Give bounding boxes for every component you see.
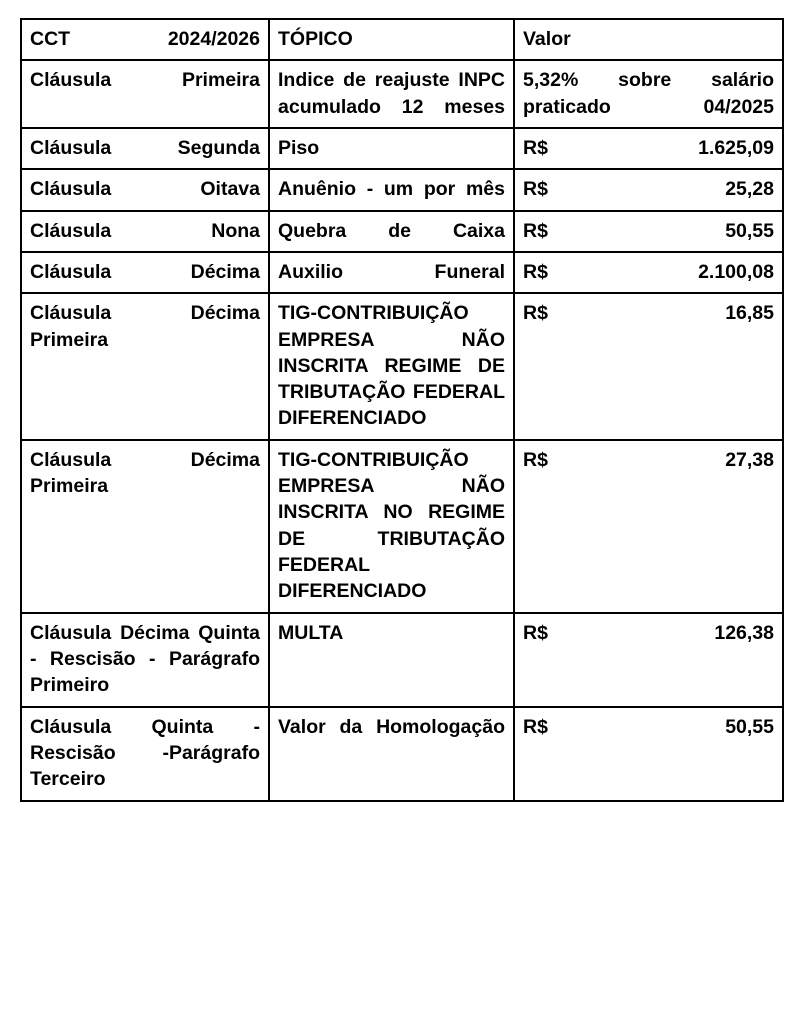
cell-clause: Cláusula Segunda	[21, 128, 269, 169]
cell-clause: Cláusula Oitava	[21, 169, 269, 210]
cell-clause: Cláusula Nona	[21, 211, 269, 252]
cell-topic: Quebra de Caixa	[269, 211, 514, 252]
cell-clause: Cláusula Quinta - Rescisão -Parágrafo Terceiro	[21, 707, 269, 801]
table-row	[21, 211, 783, 252]
cell-value: R$ 25,28	[514, 169, 783, 210]
table-row	[21, 440, 783, 613]
table-row	[21, 128, 783, 169]
table-row	[21, 293, 783, 440]
cell-clause: Cláusula Décima Quinta - Rescisão - Parágrafo Primeiro	[21, 613, 269, 707]
cell-clause: Cláusula Décima	[21, 252, 269, 293]
cell-value: R$ 2.100,08	[514, 252, 783, 293]
column-header-cct: CCT 2024/2026	[21, 19, 269, 60]
column-header-valor: Valor	[514, 19, 783, 60]
cct-table	[20, 18, 784, 802]
cell-clause: Cláusula Primeira	[21, 60, 269, 128]
table-row	[21, 613, 783, 707]
table-header-row	[21, 19, 783, 60]
cell-clause: Cláusula Décima Primeira	[21, 440, 269, 613]
cell-value: R$ 27,38	[514, 440, 783, 613]
cell-topic: MULTA	[269, 613, 514, 707]
cell-value: R$ 16,85	[514, 293, 783, 440]
cell-topic: Piso	[269, 128, 514, 169]
cell-topic: Indice de reajuste INPC acumulado 12 meses	[269, 60, 514, 128]
table-row	[21, 169, 783, 210]
cell-topic: Anuênio - um por mês	[269, 169, 514, 210]
cell-clause: Cláusula Décima Primeira	[21, 293, 269, 440]
table-row	[21, 252, 783, 293]
table-row	[21, 60, 783, 128]
column-header-topico: TÓPICO	[269, 19, 514, 60]
table-row	[21, 707, 783, 801]
cell-value: R$ 1.625,09	[514, 128, 783, 169]
cell-topic: Auxilio Funeral	[269, 252, 514, 293]
table-body	[21, 60, 783, 800]
cell-topic: Valor da Homologação	[269, 707, 514, 801]
cell-topic: TIG-CONTRIBUIÇÃO EMPRESA NÃO INSCRITA NO REGIME DE TRIBUTAÇÃO FEDERAL DIFERENCIADO	[269, 440, 514, 613]
cell-value: R$ 50,55	[514, 707, 783, 801]
cell-topic: TIG-CONTRIBUIÇÃO EMPRESA NÃO INSCRITA REGIME DE TRIBUTAÇÃO FEDERAL DIFERENCIADO	[269, 293, 514, 440]
cell-value: R$ 50,55	[514, 211, 783, 252]
cell-value: 5,32% sobre salário praticado 04/2025	[514, 60, 783, 128]
table-header	[21, 19, 783, 60]
cell-value: R$ 126,38	[514, 613, 783, 707]
